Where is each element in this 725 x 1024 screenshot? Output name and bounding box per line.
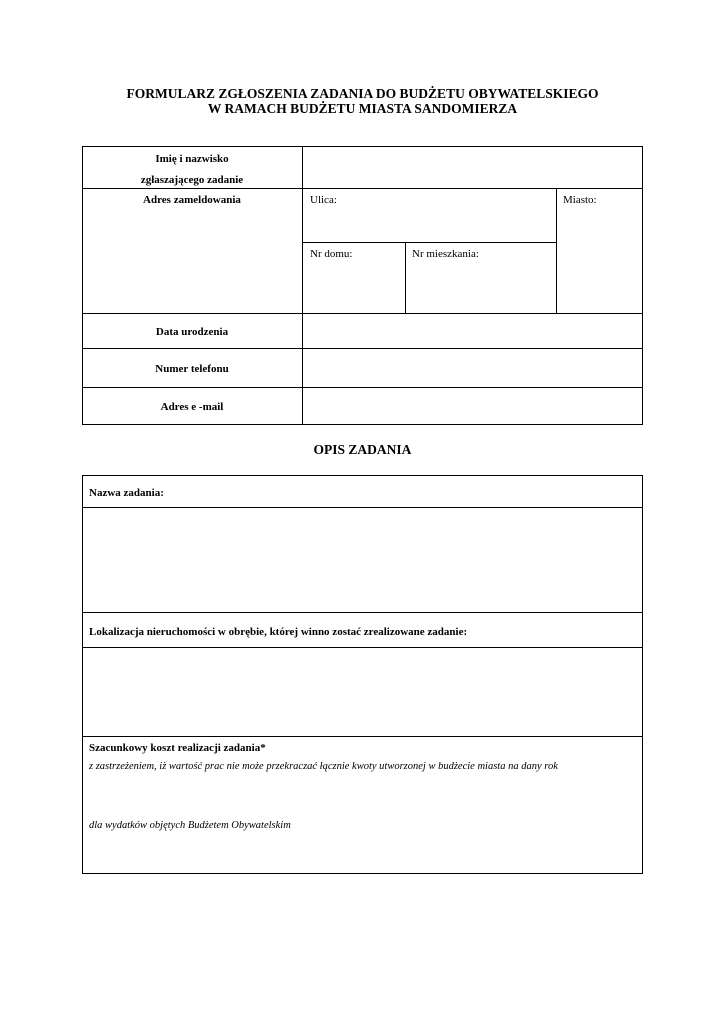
task-name-field[interactable] xyxy=(83,508,642,612)
apartment-number-field[interactable]: Nr mieszkania: xyxy=(412,248,479,260)
email-field[interactable] xyxy=(303,388,642,424)
phone-field[interactable] xyxy=(303,349,642,387)
house-apartment-divider xyxy=(405,242,406,313)
form-title-line2: W RAMACH BUDŻETU MIASTA SANDOMIERZA xyxy=(207,101,518,116)
email-label: Adres e -mail xyxy=(160,401,224,413)
row-divider xyxy=(82,188,643,189)
phone-label: Numer telefonu xyxy=(155,363,229,375)
name-label-line2: zgłaszającego zadanie xyxy=(140,174,244,186)
section-title: OPIS ZADANIA xyxy=(313,442,412,457)
location-field[interactable] xyxy=(83,648,642,736)
street-field[interactable]: Ulica: xyxy=(310,194,337,206)
row-divider xyxy=(82,736,643,737)
cost-note: z zastrzeżeniem, iż wartość prac nie może przekraczać łącznie kwoty utworzonej w budżecie miasta na dany rok xyxy=(89,761,558,772)
task-name-label: Nazwa zadania: xyxy=(89,487,164,499)
birth-date-label: Data urodzenia xyxy=(155,326,229,338)
address-label: Adres zameldowania xyxy=(143,194,241,206)
birth-date-field[interactable] xyxy=(303,314,642,348)
name-field[interactable] xyxy=(303,147,642,188)
name-label-line1: Imię i nazwisko xyxy=(155,153,229,165)
city-column-divider xyxy=(556,188,557,313)
form-title-line1: FORMULARZ ZGŁOSZENIA ZADANIA DO BUDŻETU OBYWATELSKIEGO xyxy=(126,86,599,101)
row-divider xyxy=(82,612,643,613)
city-field[interactable]: Miasto: xyxy=(563,194,597,206)
house-number-field[interactable]: Nr domu: xyxy=(310,248,353,260)
street-row-divider xyxy=(302,242,556,243)
location-label: Lokalizacja nieruchomości w obrębie, której winno zostać zrealizowane zadanie: xyxy=(89,626,468,638)
cost-label: Szacunkowy koszt realizacji zadania* xyxy=(89,742,266,754)
budget-footnote: dla wydatków objętych Budżetem Obywatelskim xyxy=(89,820,291,831)
